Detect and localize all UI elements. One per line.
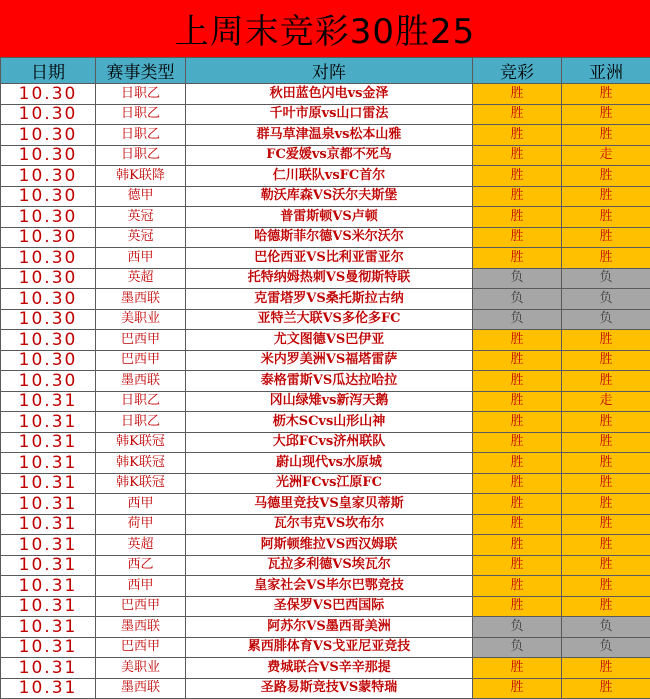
match-cell: 费城联合VS辛辛那提 (186, 658, 473, 679)
jingcai-result-cell: 胜 (473, 412, 562, 433)
yazhou-result-cell: 胜 (562, 186, 650, 207)
jingcai-result-cell: 胜 (473, 207, 562, 228)
table-row (1, 207, 650, 228)
match-cell: 马德里竞技VS皇家贝蒂斯 (186, 494, 473, 515)
yazhou-result-cell: 胜 (562, 330, 650, 351)
date-cell: 10.31 (1, 658, 96, 679)
match-cell: 尤文图德VS巴伊亚 (186, 330, 473, 351)
date-cell: 10.30 (1, 268, 96, 289)
jingcai-result-cell: 胜 (473, 494, 562, 515)
date-cell: 10.31 (1, 391, 96, 412)
league-cell: 荷甲 (96, 514, 186, 535)
yazhou-result-cell: 负 (562, 268, 650, 289)
yazhou-result-cell: 负 (562, 309, 650, 330)
jingcai-result-cell: 胜 (473, 576, 562, 597)
jingcai-result-cell: 胜 (473, 678, 562, 699)
match-cell: FC爱媛vs京都不死鸟 (186, 145, 473, 166)
match-cell: 勒沃库森VS沃尔夫斯堡 (186, 186, 473, 207)
jingcai-result-cell: 胜 (473, 473, 562, 494)
league-cell: 韩K联冠 (96, 432, 186, 453)
table-row (1, 678, 650, 699)
jingcai-result-cell: 胜 (473, 145, 562, 166)
league-cell: 日职乙 (96, 391, 186, 412)
results-table (0, 57, 650, 699)
header-date: 日期 (1, 58, 96, 84)
table-body (1, 84, 650, 699)
table-row (1, 596, 650, 617)
table-row (1, 125, 650, 146)
table-row (1, 658, 650, 679)
match-cell: 巴伦西亚VS比利亚雷亚尔 (186, 248, 473, 269)
date-cell: 10.30 (1, 104, 96, 125)
header-jingcai: 竞彩 (473, 58, 562, 84)
league-cell: 巴西甲 (96, 596, 186, 617)
table-row (1, 371, 650, 392)
date-cell: 10.30 (1, 330, 96, 351)
yazhou-result-cell: 胜 (562, 535, 650, 556)
page-title: 上周末竞彩30胜25 (0, 0, 650, 57)
jingcai-result-cell: 负 (473, 637, 562, 658)
yazhou-result-cell: 胜 (562, 494, 650, 515)
yazhou-result-cell: 胜 (562, 678, 650, 699)
yazhou-result-cell: 胜 (562, 473, 650, 494)
header-yazhou: 亚洲 (562, 58, 650, 84)
match-cell: 枥木SCvs山形山神 (186, 412, 473, 433)
date-cell: 10.30 (1, 145, 96, 166)
yazhou-result-cell: 胜 (562, 514, 650, 535)
header-match: 对阵 (186, 58, 473, 84)
league-cell: 墨西联 (96, 617, 186, 638)
match-cell: 瓦尔韦克VS坎布尔 (186, 514, 473, 535)
table-row (1, 186, 650, 207)
table-row (1, 494, 650, 515)
jingcai-result-cell: 负 (473, 309, 562, 330)
match-cell: 阿斯顿维拉VS西汉姆联 (186, 535, 473, 556)
match-cell: 累西腓体育VS戈亚尼亚竞技 (186, 637, 473, 658)
date-cell: 10.30 (1, 289, 96, 310)
league-cell: 墨西联 (96, 678, 186, 699)
jingcai-result-cell: 胜 (473, 166, 562, 187)
header-type: 赛事类型 (96, 58, 186, 84)
match-cell: 蔚山现代vs水原城 (186, 453, 473, 474)
league-cell: 美职业 (96, 658, 186, 679)
yazhou-result-cell: 胜 (562, 555, 650, 576)
league-cell: 西乙 (96, 555, 186, 576)
match-cell: 圣保罗VS巴西国际 (186, 596, 473, 617)
header-row (1, 58, 650, 84)
league-cell: 西甲 (96, 248, 186, 269)
jingcai-result-cell: 胜 (473, 535, 562, 556)
jingcai-result-cell: 胜 (473, 186, 562, 207)
date-cell: 10.31 (1, 453, 96, 474)
yazhou-result-cell: 胜 (562, 596, 650, 617)
table-row (1, 514, 650, 535)
match-cell: 亚特兰大联VS多伦多FC (186, 309, 473, 330)
jingcai-result-cell: 胜 (473, 555, 562, 576)
jingcai-result-cell: 胜 (473, 514, 562, 535)
league-cell: 英冠 (96, 207, 186, 228)
yazhou-result-cell: 胜 (562, 432, 650, 453)
table-row (1, 412, 650, 433)
table-row (1, 535, 650, 556)
league-cell: 美职业 (96, 309, 186, 330)
yazhou-result-cell: 胜 (562, 84, 650, 105)
yazhou-result-cell: 胜 (562, 166, 650, 187)
match-cell: 大邱FCvs济州联队 (186, 432, 473, 453)
table-row (1, 289, 650, 310)
match-cell: 托特纳姆热刺VS曼彻斯特联 (186, 268, 473, 289)
jingcai-result-cell: 负 (473, 289, 562, 310)
date-cell: 10.31 (1, 514, 96, 535)
yazhou-result-cell: 负 (562, 617, 650, 638)
date-cell: 10.30 (1, 207, 96, 228)
league-cell: 墨西联 (96, 289, 186, 310)
league-cell: 墨西联 (96, 371, 186, 392)
table-row (1, 104, 650, 125)
league-cell: 德甲 (96, 186, 186, 207)
league-cell: 韩K联冠 (96, 473, 186, 494)
table-row (1, 637, 650, 658)
yazhou-result-cell: 胜 (562, 350, 650, 371)
yazhou-result-cell: 胜 (562, 248, 650, 269)
date-cell: 10.31 (1, 432, 96, 453)
table-row (1, 391, 650, 412)
jingcai-result-cell: 负 (473, 268, 562, 289)
match-cell: 阿苏尔VS墨西哥美洲 (186, 617, 473, 638)
yazhou-result-cell: 胜 (562, 576, 650, 597)
yazhou-result-cell: 胜 (562, 658, 650, 679)
jingcai-result-cell: 胜 (473, 432, 562, 453)
yazhou-result-cell: 胜 (562, 104, 650, 125)
table-row (1, 248, 650, 269)
league-cell: 巴西甲 (96, 637, 186, 658)
table-row (1, 227, 650, 248)
table-row (1, 473, 650, 494)
match-cell: 哈德斯菲尔德VS米尔沃尔 (186, 227, 473, 248)
jingcai-result-cell: 胜 (473, 350, 562, 371)
table-row (1, 555, 650, 576)
date-cell: 10.31 (1, 494, 96, 515)
league-cell: 英超 (96, 535, 186, 556)
jingcai-result-cell: 胜 (473, 125, 562, 146)
league-cell: 西甲 (96, 494, 186, 515)
yazhou-result-cell: 走 (562, 391, 650, 412)
date-cell: 10.31 (1, 555, 96, 576)
jingcai-result-cell: 胜 (473, 104, 562, 125)
date-cell: 10.30 (1, 350, 96, 371)
league-cell: 英超 (96, 268, 186, 289)
date-cell: 10.30 (1, 248, 96, 269)
jingcai-result-cell: 胜 (473, 658, 562, 679)
league-cell: 日职乙 (96, 84, 186, 105)
league-cell: 韩K联冠 (96, 453, 186, 474)
league-cell: 日职乙 (96, 125, 186, 146)
match-cell: 普雷斯顿VS卢顿 (186, 207, 473, 228)
yazhou-result-cell: 负 (562, 637, 650, 658)
league-cell: 西甲 (96, 576, 186, 597)
jingcai-result-cell: 胜 (473, 227, 562, 248)
yazhou-result-cell: 走 (562, 145, 650, 166)
table-row (1, 309, 650, 330)
table-row (1, 453, 650, 474)
jingcai-result-cell: 胜 (473, 371, 562, 392)
table-row (1, 268, 650, 289)
match-cell: 秋田蓝色闪电vs金泽 (186, 84, 473, 105)
date-cell: 10.30 (1, 186, 96, 207)
yazhou-result-cell: 胜 (562, 125, 650, 146)
date-cell: 10.31 (1, 535, 96, 556)
match-cell: 千叶市原vs山口雷法 (186, 104, 473, 125)
jingcai-result-cell: 胜 (473, 84, 562, 105)
table-row (1, 145, 650, 166)
date-cell: 10.30 (1, 309, 96, 330)
league-cell: 巴西甲 (96, 330, 186, 351)
league-cell: 日职乙 (96, 412, 186, 433)
date-cell: 10.30 (1, 125, 96, 146)
match-cell: 泰格雷斯VS瓜达拉哈拉 (186, 371, 473, 392)
match-cell: 仁川联队vsFC首尔 (186, 166, 473, 187)
jingcai-result-cell: 胜 (473, 453, 562, 474)
match-cell: 克雷塔罗VS桑托斯拉古纳 (186, 289, 473, 310)
match-cell: 光洲FCvs江原FC (186, 473, 473, 494)
match-cell: 瓦拉多利德VS埃瓦尔 (186, 555, 473, 576)
yazhou-result-cell: 负 (562, 289, 650, 310)
date-cell: 10.30 (1, 166, 96, 187)
date-cell: 10.31 (1, 412, 96, 433)
date-cell: 10.31 (1, 596, 96, 617)
jingcai-result-cell: 胜 (473, 391, 562, 412)
date-cell: 10.31 (1, 637, 96, 658)
date-cell: 10.30 (1, 84, 96, 105)
yazhou-result-cell: 胜 (562, 227, 650, 248)
yazhou-result-cell: 胜 (562, 207, 650, 228)
date-cell: 10.31 (1, 473, 96, 494)
table-row (1, 84, 650, 105)
match-cell: 群马草津温泉vs松本山雅 (186, 125, 473, 146)
league-cell: 日职乙 (96, 104, 186, 125)
yazhou-result-cell: 胜 (562, 412, 650, 433)
date-cell: 10.30 (1, 371, 96, 392)
table-row (1, 330, 650, 351)
league-cell: 韩K联降 (96, 166, 186, 187)
match-cell: 皇家社会VS毕尔巴鄂竞技 (186, 576, 473, 597)
table-row (1, 166, 650, 187)
table-row (1, 617, 650, 638)
match-cell: 米内罗美洲VS福塔雷萨 (186, 350, 473, 371)
league-cell: 日职乙 (96, 145, 186, 166)
league-cell: 巴西甲 (96, 350, 186, 371)
date-cell: 10.30 (1, 227, 96, 248)
yazhou-result-cell: 胜 (562, 371, 650, 392)
table-row (1, 350, 650, 371)
match-cell: 圣路易斯竞技VS蒙特瑞 (186, 678, 473, 699)
yazhou-result-cell: 胜 (562, 453, 650, 474)
jingcai-result-cell: 胜 (473, 248, 562, 269)
date-cell: 10.31 (1, 678, 96, 699)
league-cell: 英冠 (96, 227, 186, 248)
jingcai-result-cell: 负 (473, 617, 562, 638)
table-row (1, 576, 650, 597)
date-cell: 10.31 (1, 617, 96, 638)
date-cell: 10.31 (1, 576, 96, 597)
table-row (1, 432, 650, 453)
jingcai-result-cell: 胜 (473, 596, 562, 617)
match-cell: 冈山绿雉vs新泻天鹅 (186, 391, 473, 412)
jingcai-result-cell: 胜 (473, 330, 562, 351)
